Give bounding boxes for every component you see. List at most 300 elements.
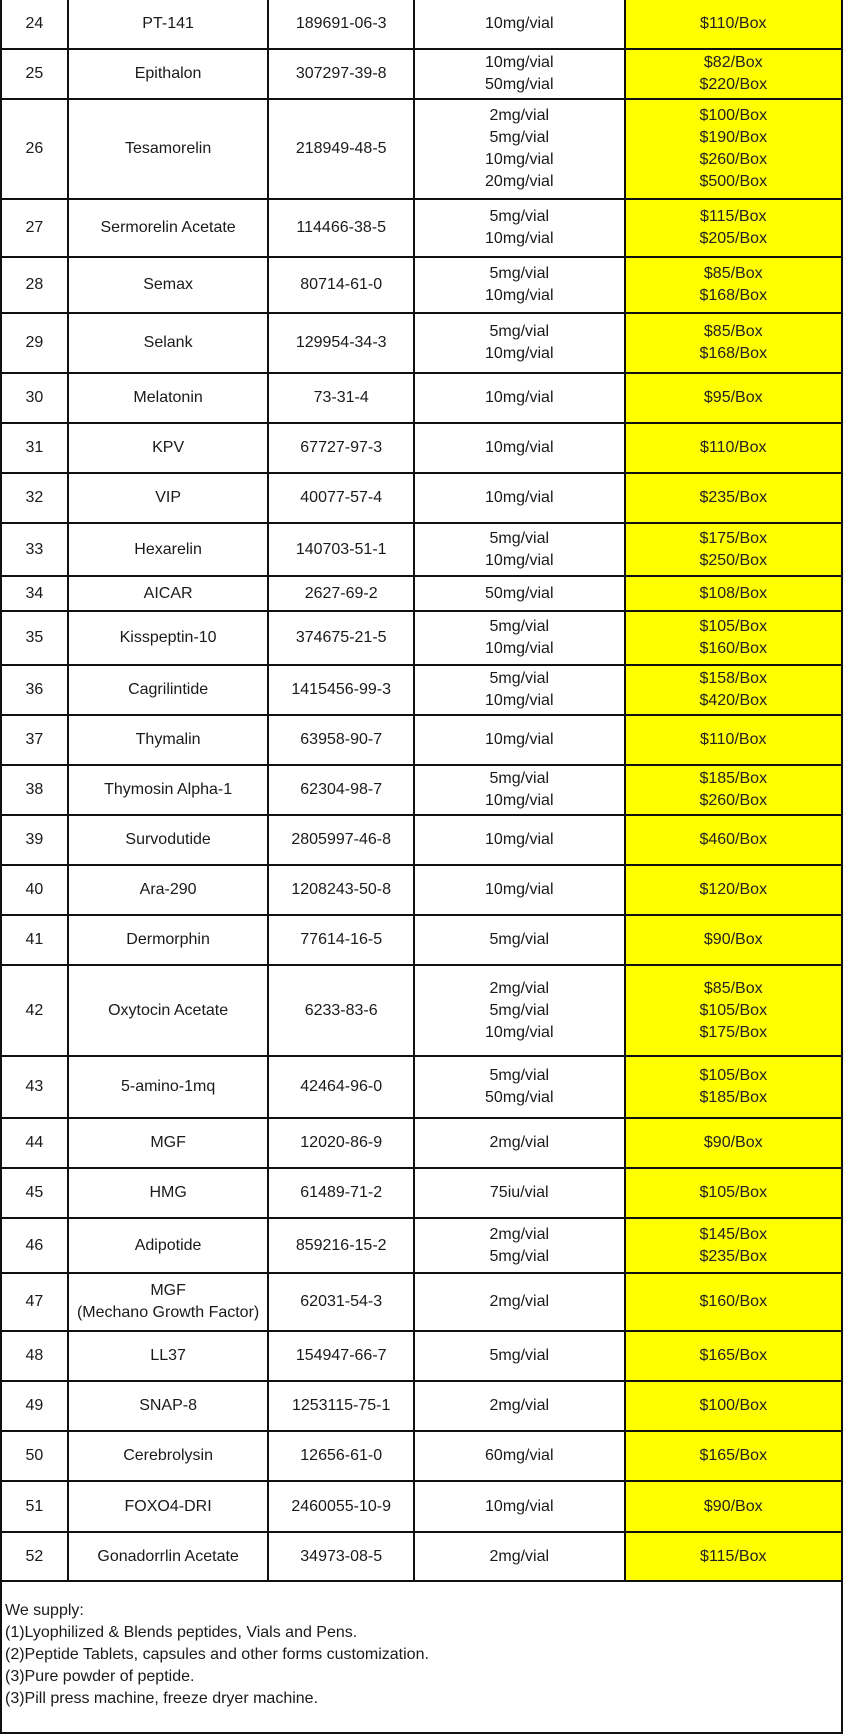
price: $165/Box <box>699 1447 768 1464</box>
product-name: Sermorelin Acetate <box>100 219 236 236</box>
specification: 2mg/vial <box>489 1547 550 1565</box>
table-row <box>0 1057 843 1119</box>
row-number-cell <box>0 1169 67 1217</box>
row-number-cell <box>0 666 67 714</box>
price: $168/Box <box>699 345 768 362</box>
row-number-cell <box>0 612 67 664</box>
price-cell <box>624 374 843 422</box>
cas-number-cell <box>267 424 413 472</box>
row-number-cell <box>0 1533 67 1580</box>
specification: 5mg/vial <box>489 931 550 948</box>
cas-number: 307297-39-8 <box>295 65 387 82</box>
cas-number: 12656-61-0 <box>300 1447 383 1464</box>
specification-cell <box>413 866 624 914</box>
product-name: Semax <box>143 276 193 293</box>
cas-number-cell <box>267 1332 413 1380</box>
price-cell <box>624 524 843 575</box>
row-number: 41 <box>25 931 44 948</box>
cas-number: 34973-08-5 <box>300 1547 383 1565</box>
specification-cell <box>413 258 624 312</box>
price-cell <box>624 1219 843 1272</box>
row-number-cell <box>0 816 67 864</box>
row-number: 48 <box>25 1347 44 1364</box>
product-name-cell <box>67 200 268 256</box>
table-row <box>0 100 843 200</box>
product-name: Melatonin <box>133 389 203 406</box>
specification-cell <box>413 577 624 610</box>
price-cell <box>624 200 843 256</box>
product-name-cell <box>67 716 268 764</box>
price: $82/Box <box>703 54 763 71</box>
product-name-cell <box>67 1057 268 1117</box>
row-number-cell <box>0 766 67 814</box>
price: $120/Box <box>699 881 768 898</box>
specification-cell <box>413 716 624 764</box>
row-number: 34 <box>25 584 44 602</box>
product-name: Kisspeptin-10 <box>119 629 217 646</box>
product-name: LL37 <box>150 1347 186 1364</box>
specification: 10mg/vial <box>485 439 554 456</box>
supply-notes <box>0 1582 843 1734</box>
cas-number: 40077-57-4 <box>300 489 383 506</box>
specification: 5mg/vial <box>489 265 550 282</box>
cas-number-cell <box>267 666 413 714</box>
product-name: VIP <box>155 489 181 506</box>
price-cell <box>624 1382 843 1430</box>
row-number-cell <box>0 200 67 256</box>
price: $235/Box <box>699 1247 768 1265</box>
price: $110/Box <box>700 439 767 456</box>
table-row <box>0 766 843 816</box>
specification-cell <box>413 524 624 575</box>
specification: 50mg/vial <box>485 76 554 93</box>
row-number: 40 <box>25 881 44 898</box>
specification: 5mg/vial <box>489 1001 550 1019</box>
price: $250/Box <box>699 551 768 569</box>
product-name: Selank <box>143 334 193 351</box>
product-name: Thymalin <box>135 731 201 748</box>
product-name: HMG <box>149 1184 187 1201</box>
product-name-cell <box>67 314 268 372</box>
price-cell <box>624 50 843 98</box>
product-name-cell <box>67 424 268 472</box>
specification: 2mg/vial <box>489 1225 550 1243</box>
price-cell <box>624 1119 843 1167</box>
table-row <box>0 1219 843 1274</box>
product-name-cell <box>67 1332 268 1380</box>
table-row <box>0 916 843 966</box>
cas-number: 62031-54-3 <box>300 1293 383 1310</box>
row-number: 32 <box>25 489 44 506</box>
table-row <box>0 314 843 374</box>
specification: 50mg/vial <box>485 584 554 602</box>
row-number: 43 <box>25 1078 44 1095</box>
product-name-cell <box>67 50 268 98</box>
row-number-cell <box>0 577 67 610</box>
product-name-cell <box>67 916 268 964</box>
price: $95/Box <box>703 389 763 406</box>
specification-cell <box>413 916 624 964</box>
cas-number: 80714-61-0 <box>300 276 383 293</box>
cas-number-cell <box>267 612 413 664</box>
price: $105/Box <box>699 1184 768 1201</box>
row-number-cell <box>0 424 67 472</box>
price: $185/Box <box>699 1089 768 1106</box>
product-name: 5-amino-1mq <box>120 1078 216 1095</box>
row-number: 51 <box>25 1497 44 1515</box>
price: $115/Box <box>700 208 767 225</box>
cas-number: 154947-66-7 <box>295 1347 387 1364</box>
table-row <box>0 1382 843 1432</box>
row-number: 33 <box>25 540 44 558</box>
price: $115/Box <box>700 1547 767 1565</box>
cas-number-cell <box>267 866 413 914</box>
price-cell <box>624 1332 843 1380</box>
price: $108/Box <box>699 584 768 602</box>
row-number: 45 <box>25 1184 44 1201</box>
price: $85/Box <box>703 323 763 340</box>
product-name: Epithalon <box>134 65 202 82</box>
price: $175/Box <box>699 1023 768 1041</box>
product-name: Gonadorrlin Acetate <box>97 1547 239 1565</box>
row-number-cell <box>0 1482 67 1531</box>
table-row <box>0 0 843 50</box>
specification: 5mg/vial <box>489 770 550 787</box>
product-name: SNAP-8 <box>139 1397 197 1414</box>
row-number: 28 <box>25 276 44 293</box>
table-row <box>0 612 843 666</box>
supply-note-item: (2)Peptide Tablets, capsules and other forms customization. <box>5 1646 429 1663</box>
price: $90/Box <box>703 1497 763 1515</box>
product-name: AICAR <box>143 584 193 602</box>
price: $85/Box <box>703 979 763 997</box>
price-cell <box>624 1432 843 1480</box>
row-number: 39 <box>25 831 44 848</box>
row-number-cell <box>0 474 67 522</box>
specification-cell <box>413 1482 624 1531</box>
cas-number-cell <box>267 816 413 864</box>
specification: 10mg/vial <box>485 489 554 506</box>
specification-cell <box>413 1382 624 1430</box>
specification: 2mg/vial <box>489 1293 550 1310</box>
specification: 10mg/vial <box>485 230 554 247</box>
specification-cell <box>413 816 624 864</box>
price: $460/Box <box>699 831 768 848</box>
row-number-cell <box>0 716 67 764</box>
price: $160/Box <box>699 640 768 657</box>
product-name-cell <box>67 524 268 575</box>
price: $105/Box <box>699 1001 768 1019</box>
product-name: MGF <box>150 1134 186 1151</box>
price: $190/Box <box>699 129 768 146</box>
cas-number-cell <box>267 1274 413 1330</box>
product-name: Ara-290 <box>139 881 197 898</box>
specification: 2mg/vial <box>489 1397 550 1414</box>
row-number-cell <box>0 1382 67 1430</box>
price-cell <box>624 1169 843 1217</box>
cas-number: 1415456-99-3 <box>291 681 391 698</box>
row-number: 38 <box>25 781 44 798</box>
table-row <box>0 1274 843 1332</box>
table-row <box>0 1482 843 1533</box>
specification: 5mg/vial <box>489 323 550 340</box>
product-name-cell <box>67 258 268 312</box>
specification: 10mg/vial <box>485 1023 554 1041</box>
table-row <box>0 374 843 424</box>
product-name: Oxytocin Acetate <box>108 1001 229 1019</box>
specification: 10mg/vial <box>485 54 554 71</box>
row-number: 25 <box>25 65 44 82</box>
product-name-cell <box>67 374 268 422</box>
price: $110/Box <box>700 731 767 748</box>
price-cell <box>624 966 843 1055</box>
price-cell <box>624 577 843 610</box>
specification-cell <box>413 1332 624 1380</box>
price-cell <box>624 666 843 714</box>
product-name: MGF <box>150 1282 186 1299</box>
cas-number: 2460055-10-9 <box>291 1497 391 1515</box>
specification-cell <box>413 1119 624 1167</box>
specification: 5mg/vial <box>489 529 550 547</box>
price: $165/Box <box>699 1347 768 1364</box>
cas-number: 1253115-75-1 <box>291 1397 391 1414</box>
row-number: 27 <box>25 219 44 236</box>
table-row <box>0 577 843 612</box>
price-cell <box>624 100 843 198</box>
product-name-cell <box>67 1533 268 1580</box>
product-name-cell <box>67 100 268 198</box>
price: $260/Box <box>699 792 768 809</box>
specification-cell <box>413 666 624 714</box>
product-name-cell <box>67 1432 268 1480</box>
row-number-cell <box>0 1219 67 1272</box>
cas-number-cell <box>267 577 413 610</box>
price: $100/Box <box>699 1397 768 1414</box>
supply-note-item: (1)Lyophilized & Blends peptides, Vials and Pens. <box>5 1624 358 1641</box>
cas-number-cell <box>267 966 413 1055</box>
price: $235/Box <box>699 489 768 506</box>
cas-number-cell <box>267 1432 413 1480</box>
specification: 10mg/vial <box>485 287 554 304</box>
cas-number: 73-31-4 <box>313 389 369 406</box>
cas-number-cell <box>267 524 413 575</box>
cas-number: 12020-86-9 <box>300 1134 383 1151</box>
table-row <box>0 200 843 258</box>
table-row <box>0 1533 843 1582</box>
cas-number-cell <box>267 1119 413 1167</box>
product-name-cell <box>67 1119 268 1167</box>
cas-number-cell <box>267 1533 413 1580</box>
specification-cell <box>413 424 624 472</box>
product-name-cell <box>67 1482 268 1531</box>
price: $185/Box <box>699 770 768 787</box>
price-cell <box>624 866 843 914</box>
specification-cell <box>413 0 624 48</box>
price-cell <box>624 716 843 764</box>
price-cell <box>624 612 843 664</box>
cas-number: 859216-15-2 <box>295 1236 387 1254</box>
specification: 5mg/vial <box>489 1067 550 1084</box>
specification: 10mg/vial <box>485 831 554 848</box>
price: $158/Box <box>699 670 768 687</box>
row-number-cell <box>0 1057 67 1117</box>
specification-cell <box>413 966 624 1055</box>
cas-number-cell <box>267 1382 413 1430</box>
supply-note-item: (3)Pure powder of peptide. <box>5 1668 195 1685</box>
table-row <box>0 966 843 1057</box>
cas-number: 374675-21-5 <box>295 629 387 646</box>
row-number: 50 <box>25 1447 44 1464</box>
product-name: Cerebrolysin <box>123 1447 213 1464</box>
specification: 5mg/vial <box>489 1247 550 1265</box>
price-cell <box>624 1482 843 1531</box>
specification: 5mg/vial <box>489 670 550 687</box>
product-name: Survodutide <box>125 831 211 848</box>
cas-number-cell <box>267 1169 413 1217</box>
row-number: 26 <box>25 140 44 157</box>
table-row <box>0 1169 843 1219</box>
row-number: 47 <box>25 1293 44 1310</box>
specification-cell <box>413 314 624 372</box>
cas-number: 62304-98-7 <box>300 781 383 798</box>
cas-number-cell <box>267 0 413 48</box>
row-number: 44 <box>25 1134 44 1151</box>
product-name: Thymosin Alpha-1 <box>104 781 233 798</box>
price: $90/Box <box>703 1134 763 1151</box>
table-row <box>0 50 843 100</box>
cas-number: 2805997-46-8 <box>291 831 391 848</box>
row-number-cell <box>0 100 67 198</box>
product-name-cell <box>67 1219 268 1272</box>
product-name-cell <box>67 577 268 610</box>
specification-cell <box>413 766 624 814</box>
table-row <box>0 424 843 474</box>
specification-cell <box>413 1274 624 1330</box>
row-number-cell <box>0 866 67 914</box>
specification: 10mg/vial <box>485 881 554 898</box>
price: $105/Box <box>699 1067 768 1084</box>
supply-notes-heading: We supply: <box>5 1602 84 1619</box>
row-number: 30 <box>25 389 44 406</box>
row-number: 31 <box>25 439 44 456</box>
specification: 2mg/vial <box>489 107 550 124</box>
specification: 5mg/vial <box>489 129 550 146</box>
table-row <box>0 716 843 766</box>
cas-number: 67727-97-3 <box>300 439 383 456</box>
supply-note-item: (3)Pill press machine, freeze dryer machine. <box>5 1690 319 1707</box>
product-name: KPV <box>152 439 185 456</box>
specification: 5mg/vial <box>489 1347 550 1364</box>
specification-cell <box>413 1169 624 1217</box>
row-number-cell <box>0 1432 67 1480</box>
product-name-cell <box>67 766 268 814</box>
row-number: 35 <box>25 629 44 646</box>
specification: 10mg/vial <box>485 345 554 362</box>
specification: 10mg/vial <box>485 792 554 809</box>
table-row <box>0 524 843 577</box>
cas-number-cell <box>267 374 413 422</box>
table-row <box>0 1432 843 1482</box>
table-row <box>0 866 843 916</box>
price-cell <box>624 816 843 864</box>
product-name-cell <box>67 612 268 664</box>
price: $260/Box <box>699 151 768 168</box>
product-name: (Mechano Growth Factor) <box>76 1304 260 1321</box>
cas-number: 129954-34-3 <box>295 334 387 351</box>
row-number: 37 <box>25 731 44 748</box>
row-number: 24 <box>25 15 44 32</box>
row-number: 46 <box>25 1236 44 1254</box>
cas-number-cell <box>267 100 413 198</box>
table-row <box>0 1332 843 1382</box>
price: $175/Box <box>699 529 768 547</box>
price: $110/Box <box>700 15 767 32</box>
product-name: Hexarelin <box>134 540 202 558</box>
specification-cell <box>413 1533 624 1580</box>
product-name-cell <box>67 474 268 522</box>
price-cell <box>624 916 843 964</box>
cas-number-cell <box>267 314 413 372</box>
row-number: 52 <box>25 1547 44 1565</box>
row-number-cell <box>0 966 67 1055</box>
cas-number: 61489-71-2 <box>300 1184 383 1201</box>
product-name: Tesamorelin <box>124 140 212 157</box>
price: $85/Box <box>703 265 763 282</box>
specification: 5mg/vial <box>489 208 550 225</box>
cas-number-cell <box>267 474 413 522</box>
table-row <box>0 1119 843 1169</box>
specification-cell <box>413 1057 624 1117</box>
row-number-cell <box>0 524 67 575</box>
row-number-cell <box>0 1119 67 1167</box>
cas-number-cell <box>267 50 413 98</box>
price-cell <box>624 424 843 472</box>
specification-cell <box>413 474 624 522</box>
price: $205/Box <box>699 230 768 247</box>
specification: 10mg/vial <box>485 15 554 32</box>
price-cell <box>624 1533 843 1580</box>
specification: 50mg/vial <box>485 1089 554 1106</box>
price-cell <box>624 314 843 372</box>
product-name-cell <box>67 666 268 714</box>
specification-cell <box>413 100 624 198</box>
cas-number: 77614-16-5 <box>300 931 383 948</box>
price: $160/Box <box>699 1293 768 1310</box>
table-row <box>0 666 843 716</box>
price: $168/Box <box>699 287 768 304</box>
specification-cell <box>413 200 624 256</box>
specification: 20mg/vial <box>485 173 554 190</box>
specification: 5mg/vial <box>489 618 550 635</box>
specification: 10mg/vial <box>485 1497 554 1515</box>
specification: 10mg/vial <box>485 640 554 657</box>
product-name: Cagrilintide <box>128 681 209 698</box>
specification: 10mg/vial <box>485 692 554 709</box>
row-number-cell <box>0 258 67 312</box>
table-row <box>0 816 843 866</box>
specification-cell <box>413 1219 624 1272</box>
specification: 10mg/vial <box>485 551 554 569</box>
price-cell <box>624 0 843 48</box>
cas-number-cell <box>267 200 413 256</box>
product-name: FOXO4-DRI <box>124 1497 212 1515</box>
table-row <box>0 474 843 524</box>
cas-number: 1208243-50-8 <box>291 881 391 898</box>
price: $105/Box <box>699 618 768 635</box>
row-number: 49 <box>25 1397 44 1414</box>
cas-number: 63958-90-7 <box>300 731 383 748</box>
specification: 60mg/vial <box>485 1447 554 1464</box>
